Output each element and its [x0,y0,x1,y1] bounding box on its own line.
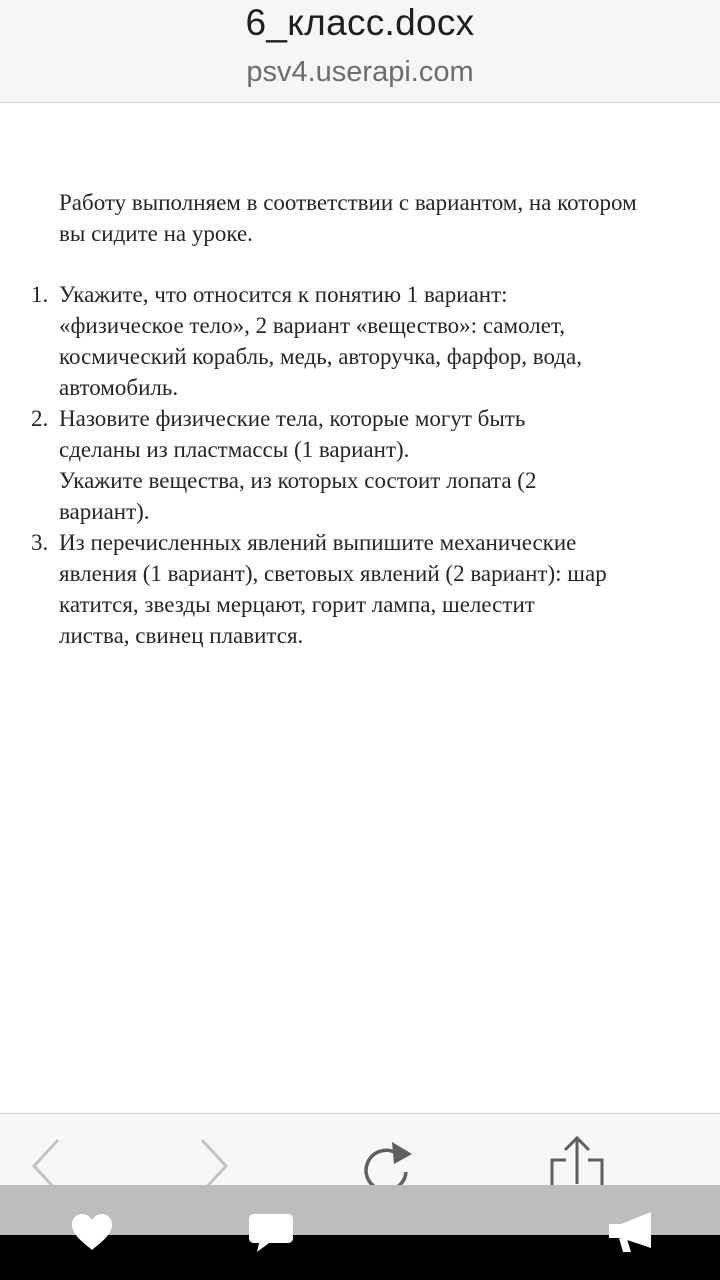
task-line: космический корабль, медь, авторучка, фарфор, вода, [59,344,582,369]
task-line: «физическое тело», 2 вариант «вещество»: самолет, [59,313,566,338]
task-number: 1. [31,282,49,307]
task-line: явления (1 вариант), световых явлений (2 вариант): шар [59,561,607,586]
task-list [0,279,690,651]
document-header [0,0,720,103]
task-line: Укажите, что относится к понятию 1 вариант: [59,282,508,307]
task-number: 3. [31,530,49,555]
task-line: Назовите физические тела, которые могут быть [59,406,526,431]
comment-icon [247,1212,295,1254]
task-line: сделаны из пластмассы (1 вариант). [59,437,410,462]
task-number: 2. [31,406,49,431]
like-button[interactable] [70,1212,114,1252]
megaphone-icon [605,1210,657,1254]
browser-toolbar [0,1113,720,1186]
document-viewer[interactable] [0,103,720,1113]
task-item-1 [0,279,690,403]
task-line: листва, свинец плавится. [59,623,304,648]
heart-icon [70,1212,114,1252]
document-title: 6_класс.docx [245,2,475,43]
share-post-button[interactable] [605,1210,657,1254]
task-line: Из перечисленных явлений выпишите механические [59,530,577,555]
task-item-3 [0,527,690,651]
document-domain: psv4.userapi.com [246,56,474,88]
intro-paragraph: Работу выполняем в соответствии с вариантом, на котором вы сидите на уроке. [59,190,637,246]
task-item-2 [0,403,690,527]
task-line: вариант). [59,499,150,524]
comment-button[interactable] [247,1212,295,1254]
task-line: автомобиль. [59,375,179,400]
task-line: катится, звезды мерцают, горит лампа, шелестит [59,592,535,617]
task-line: Укажите вещества, из которых состоит лопата (2 [59,468,537,493]
